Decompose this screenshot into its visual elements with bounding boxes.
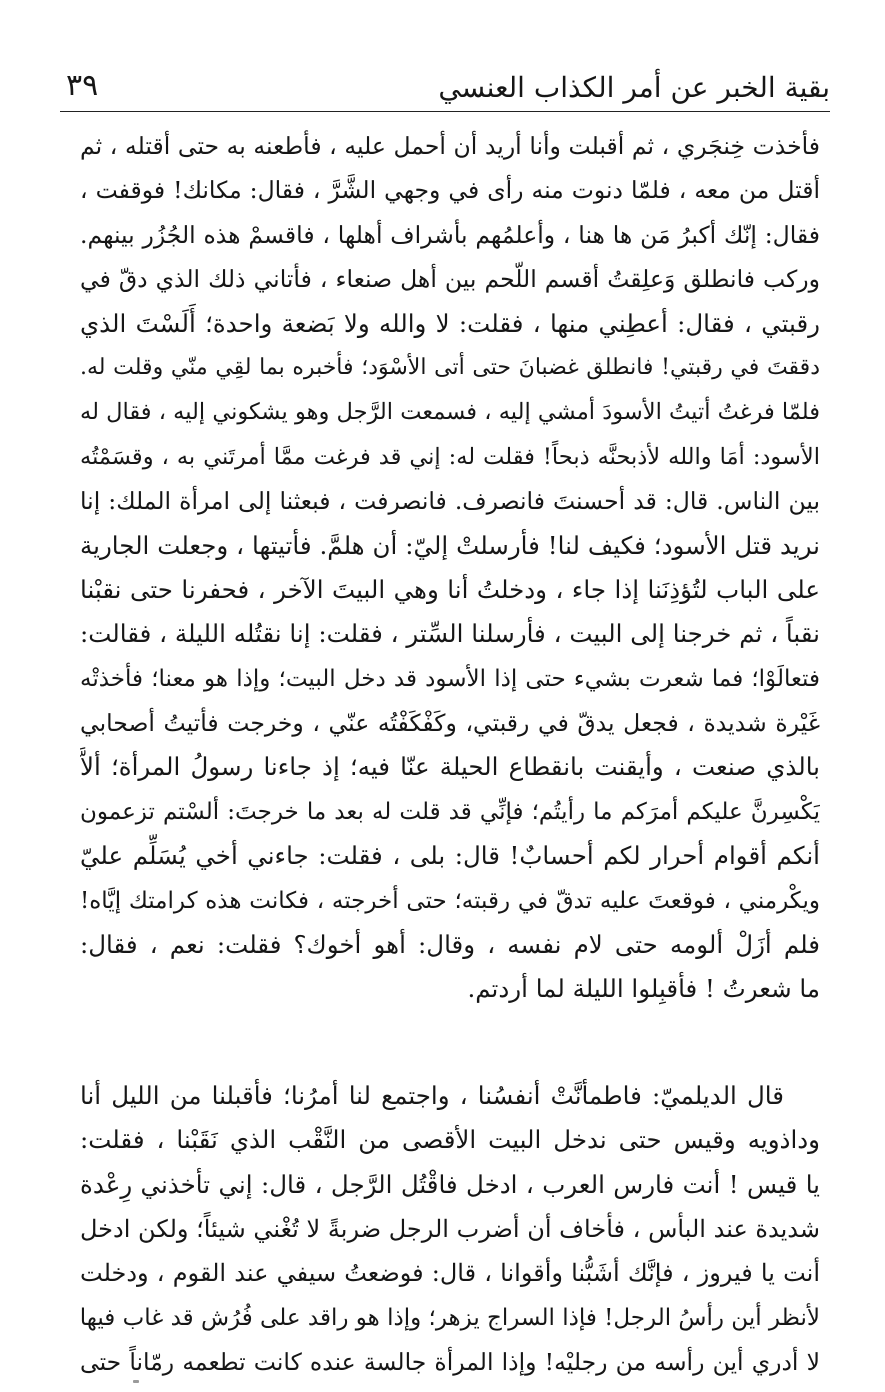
text-line: فأخذت خِنجَري ، ثم أقبلت وأنا أريد أن أحمل عليه ، فأطعنه به حتى أقتله ، ثم — [80, 132, 820, 160]
text-line: بين الناس. قال: قد أحسنتَ فانصرف. فانصرفت ، فبعثنا إلى امرأة الملك: إنا — [80, 487, 820, 516]
scan-speck — [133, 1380, 139, 1383]
text-line: شديدة عند البأس ، فأخاف أن أضرب الرجل ضربةً لا تُغْني شيئاً؛ ولكن ادخل — [80, 1214, 820, 1243]
text-line: يَكْسِرنَّ عليكم أمرَكم ما رأيتُم؛ فإنِّي قد قلت له بعد ما خرجتَ: ألسْتم تزعمون — [80, 798, 820, 825]
text-line: فقال: إنّك أكبرُ مَن ها هنا ، وأعلمُهم بأشراف أهلها ، فاقسمْ هذه الجُزُر بينهم. — [80, 220, 820, 249]
text-line: ويكْرمني ، فوقعتَ عليه تدقّ في رقبته؛ حتى أخرجته ، فكانت هذه كرامتك إيَّاه! — [80, 887, 820, 914]
paragraph-gap — [80, 1012, 820, 1074]
text-line: وركب فانطلق وَعلِقتُ أقسم اللّحم بين أهل صنعاء ، فأتاني ذلك الذي دقّ في — [80, 265, 820, 294]
text-line: لأنظر أين رأسُ الرجل! فإذا السراج يزهر؛ وإذا هو راقد على فُرُش قد غاب فيها — [80, 1304, 820, 1331]
text-line: رقبتي ، فقال: أعطِني منها ، فقلت: لا والله ولا بَضعة واحدة؛ أَلَسْتَ الذي — [80, 308, 820, 338]
text-line: قال الديلميّ: فاطمأنَّتْ أنفسُنا ، واجتمع لنا أمرُنا؛ فأقبلنا من الليل أنا — [80, 1080, 784, 1110]
text-line: يا قيس ! أنت فارس العرب ، ادخل فاقْتُل الرَّجل ، قال: إني تأخذني رِعْدة — [80, 1169, 820, 1199]
text-line: أنت يا فيروز ، فإنَّك أشَبُّنا وأقوانا ، قال: فوضعتُ سيفي عند القوم ، ودخلت — [80, 1259, 820, 1288]
page-header — [60, 62, 830, 112]
text-line: ما شعرتُ ! فأقبِلوا الليلة لما أردتم. — [467, 974, 820, 1004]
text-line: فلمّا فرغتُ أتيتُ الأسودَ أمشي إليه ، فسمعت الرَّجل وهو يشكوني إليه ، فقال له — [80, 399, 820, 426]
header-rule — [60, 111, 830, 112]
running-title: بقية الخبر عن أمر الكذاب العنسي — [438, 71, 830, 104]
text-line: أقتل من معه ، فلمّا دنوت منه رأى في وجهي الشَّرَّ ، فقال: مكانك! فوقفت ، — [80, 176, 820, 205]
text-line: فتعالَوْا؛ فما شعرت بشيء حتى إذا الأسود قد دخل البيت؛ وإذا هو معنا؛ فأخذتْه — [80, 665, 820, 692]
text-line: نقباً ، ثم خرجنا إلى البيت ، فأرسلنا السِّتر ، فقلت: إنا نقتُله الليلة ، فقالت: — [80, 619, 820, 649]
body-text — [80, 124, 820, 1385]
text-line: على الباب لتُؤذِنَنا إذا جاء ، ودخلتُ أنا وهي البيتَ الآخر ، فحفرنا حتى نقبْنا — [80, 574, 820, 604]
paragraph-2 — [80, 1074, 820, 1385]
page-number: ٣٩ — [66, 68, 99, 103]
text-line: الأسود: أمَا والله لأذبحنَّه ذبحاً! فقلت له: إني قد فرغت ممَّا أمرتَني به ، وقسَمْتُه — [80, 443, 820, 470]
paragraph-1 — [80, 124, 820, 1012]
text-line: وداذويه وقيس حتى ندخل البيت الأقصى من النَّقْب الذي نَقَبْنا ، فقلت: — [80, 1125, 820, 1155]
text-line: غَيْرة شديدة ، فجعل يدقّ في رقبتي، وكَفْكَفْتُه عنّي ، وخرجت فأتيتُ أصحابي — [80, 709, 820, 738]
text-line: أنكم أقوام أحرار لكم أحسابٌ! قال: بلى ، فقلت: جاءني أخي يُسَلِّم عليّ — [80, 841, 820, 871]
text-line: بالذي صنعت ، وأيقنت بانقطاع الحيلة عنّا فيه؛ إذ جاءنا رسولُ المرأة؛ ألاَّ — [80, 752, 820, 782]
text-line: دققتَ في رقبتي! فانطلق غضبانَ حتى أتى الأسْوَد؛ فأخبره بما لقِي منّي وقلت له. — [80, 354, 820, 380]
text-line: نريد قتل الأسود؛ فكيف لنا! فأرسلتْ إليّ: أن هلمَّ. فأتيتها ، وجعلت الجارية — [80, 530, 820, 560]
text-line: لا أدري أين رأسه من رجليْه! وإذا المرأة جالسة عنده كانت تطعمه رمّاناً حتى — [80, 1348, 820, 1377]
text-line: فلم أزَلْ ألومه حتى لام نفسه ، وقال: أهو أخوك؟ فقلت: نعم ، فقال: — [80, 930, 820, 960]
